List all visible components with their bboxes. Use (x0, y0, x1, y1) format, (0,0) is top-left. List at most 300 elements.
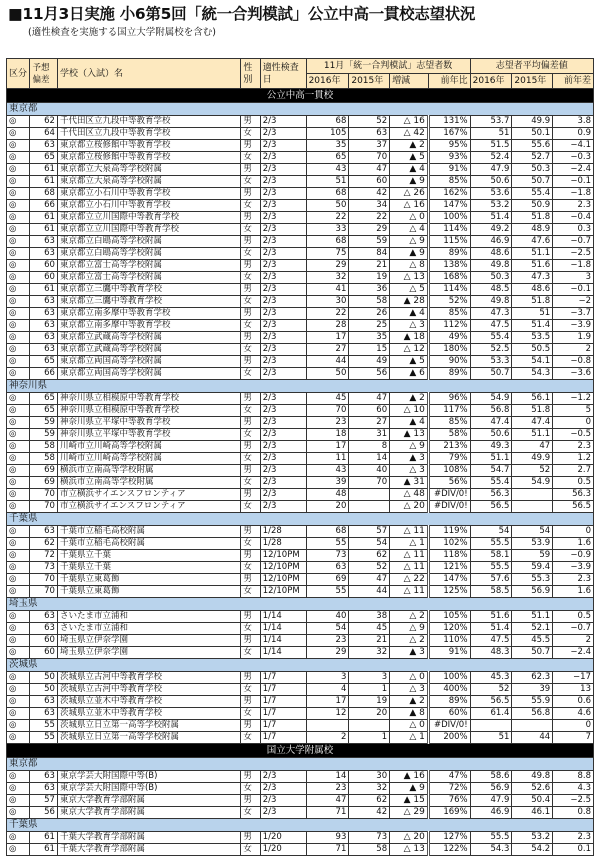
applicants-2015-cell: 27 (349, 417, 390, 429)
change-cell: ▲ 9 (390, 783, 429, 795)
yoso-cell: 63 (30, 344, 58, 356)
applicants-2015-cell: 26 (349, 308, 390, 320)
kubun-cell: ◎ (7, 732, 30, 744)
applicants-2016-cell: 44 (306, 356, 349, 368)
gender-cell: 男 (241, 116, 260, 128)
gender-cell: 男 (241, 550, 260, 562)
avg-diff-cell: −2.5 (553, 795, 594, 807)
gender-cell: 男 (241, 188, 260, 200)
school-name-cell: 東京大学教育学部附属 (57, 807, 240, 819)
avg-diff-cell: 0.3 (553, 224, 594, 236)
prefecture-name: 東京都 (7, 758, 594, 771)
avg-2016-cell: 48.5 (470, 284, 512, 296)
avg-diff-cell: 2.3 (553, 200, 594, 212)
school-name-cell: 東京都立南多摩中等教育学校 (57, 308, 240, 320)
ratio-cell: 91% (428, 647, 470, 659)
gender-cell: 女 (241, 807, 260, 819)
avg-2015-cell: 55.4 (512, 188, 553, 200)
avg-diff-cell: 3.8 (553, 116, 594, 128)
ratio-cell: 147% (428, 574, 470, 586)
prefecture-name: 千葉県 (7, 819, 594, 832)
applicants-2015-cell: 21 (349, 260, 390, 272)
school-name-cell: 東京都立南多摩中等教育学校 (57, 320, 240, 332)
ratio-cell: 96% (428, 393, 470, 405)
exam-date-cell: 2/3 (260, 152, 306, 164)
ratio-cell: 89% (428, 696, 470, 708)
avg-2016-cell: 58.5 (470, 586, 512, 598)
applicants-2015-cell: 20 (349, 708, 390, 720)
avg-2016-cell: 51.4 (470, 623, 512, 635)
table-row (7, 465, 594, 477)
avg-2015-cell: 50.4 (512, 795, 553, 807)
ratio-cell: 127% (428, 832, 470, 844)
table-row (7, 550, 594, 562)
table-row (7, 429, 594, 441)
avg-2016-cell: 55.4 (470, 332, 512, 344)
exam-date-cell: 2/3 (260, 164, 306, 176)
gender-cell: 女 (241, 200, 260, 212)
avg-diff-cell: −0.7 (553, 623, 594, 635)
avg-2015-cell: 51.8 (512, 212, 553, 224)
gender-cell: 女 (241, 453, 260, 465)
table-body (7, 89, 594, 856)
yoso-cell: 55 (30, 720, 58, 732)
applicants-2016-cell: 73 (306, 550, 349, 562)
avg-diff-cell: 0.5 (553, 477, 594, 489)
gender-cell: 男 (241, 356, 260, 368)
avg-2016-cell: 47.5 (470, 320, 512, 332)
exam-date-cell: 1/20 (260, 844, 306, 856)
table-row (7, 284, 594, 296)
change-cell: △ 29 (390, 807, 429, 819)
gender-cell: 男 (241, 611, 260, 623)
change-cell: △ 10 (390, 405, 429, 417)
yoso-cell: 68 (30, 188, 58, 200)
avg-2015-cell: 62.3 (512, 672, 553, 684)
avg-2016-cell: 50.7 (470, 368, 512, 380)
header-avg-2016: 2016年 (470, 74, 512, 89)
change-cell: △ 13 (390, 844, 429, 856)
section-header-row (7, 744, 594, 758)
exam-date-cell: 12/10PM (260, 562, 306, 574)
exam-date-cell: 1/7 (260, 696, 306, 708)
avg-2015-cell: 59.4 (512, 562, 553, 574)
avg-2015-cell: 54.3 (512, 368, 553, 380)
school-name-cell: 茨城県立古河中等教育学校 (57, 684, 240, 696)
yoso-cell: 63 (30, 623, 58, 635)
table-row (7, 320, 594, 332)
applicants-2016-cell: 20 (306, 501, 349, 513)
applicants-2016-cell: 18 (306, 429, 349, 441)
ratio-cell: 47% (428, 771, 470, 783)
applicants-2016-cell: 68 (306, 526, 349, 538)
avg-2016-cell: 55.5 (470, 832, 512, 844)
exam-date-cell: 2/3 (260, 284, 306, 296)
kubun-cell: ◎ (7, 344, 30, 356)
gender-cell: 男 (241, 696, 260, 708)
table-row (7, 236, 594, 248)
applicants-2015-cell: 21 (349, 635, 390, 647)
kubun-cell: ◎ (7, 188, 30, 200)
kubun-cell: ◎ (7, 783, 30, 795)
change-cell: △ 11 (390, 526, 429, 538)
gender-cell: 女 (241, 647, 260, 659)
kubun-cell: ◎ (7, 623, 30, 635)
change-cell: ▲ 2 (390, 696, 429, 708)
gender-cell: 女 (241, 272, 260, 284)
yoso-cell: 60 (30, 272, 58, 284)
exam-date-cell: 1/7 (260, 684, 306, 696)
ratio-cell: 118% (428, 550, 470, 562)
yoso-cell: 61 (30, 284, 58, 296)
gender-cell: 男 (241, 795, 260, 807)
gender-cell: 男 (241, 635, 260, 647)
header-avg-2015: 2015年 (512, 74, 553, 89)
avg-2015-cell: 47.4 (512, 417, 553, 429)
exam-date-cell: 2/3 (260, 224, 306, 236)
applicants-2016-cell: 71 (306, 844, 349, 856)
applicants-2015-cell: 56 (349, 368, 390, 380)
kubun-cell: ◎ (7, 720, 30, 732)
avg-2015-cell: 51.8 (512, 405, 553, 417)
ratio-cell: 85% (428, 176, 470, 188)
exam-date-cell: 2/3 (260, 489, 306, 501)
avg-2016-cell: 47.5 (470, 635, 512, 647)
change-cell: ▲ 9 (390, 248, 429, 260)
yoso-cell: 56 (30, 807, 58, 819)
applicants-2015-cell: 32 (349, 647, 390, 659)
applicants-2015-cell: 31 (349, 429, 390, 441)
applicants-2015-cell: 60 (349, 176, 390, 188)
school-name-cell: 千葉市立稲毛高校附属 (57, 538, 240, 550)
applicants-2015-cell: 38 (349, 611, 390, 623)
gender-cell: 男 (241, 574, 260, 586)
prefecture-row (7, 758, 594, 771)
change-cell: △ 13 (390, 272, 429, 284)
school-name-cell: 東京都立白鴎高等学校附属 (57, 236, 240, 248)
avg-diff-cell: 1.6 (553, 538, 594, 550)
yoso-cell: 70 (30, 501, 58, 513)
kubun-cell: ◎ (7, 152, 30, 164)
school-name-cell: 東京大学教育学部附属 (57, 795, 240, 807)
header-diff: 前年差 (553, 74, 594, 89)
ratio-cell: 100% (428, 672, 470, 684)
yoso-cell: 65 (30, 405, 58, 417)
ratio-cell: 90% (428, 356, 470, 368)
applicants-2015-cell: 37 (349, 140, 390, 152)
yoso-cell: 59 (30, 417, 58, 429)
ratio-cell: 200% (428, 732, 470, 744)
table-row (7, 844, 594, 856)
applicants-2016-cell: 68 (306, 188, 349, 200)
kubun-cell: ◎ (7, 807, 30, 819)
school-name-cell: 神奈川県立平塚中等教育学校 (57, 417, 240, 429)
avg-2015-cell: 52.1 (512, 623, 553, 635)
applicants-2015-cell: 25 (349, 320, 390, 332)
table-row (7, 684, 594, 696)
yoso-cell: 50 (30, 684, 58, 696)
ratio-cell: 120% (428, 623, 470, 635)
prefecture-name: 神奈川県 (7, 380, 594, 393)
change-cell: ▲ 8 (390, 708, 429, 720)
gender-cell: 女 (241, 562, 260, 574)
prefecture-name: 千葉県 (7, 513, 594, 526)
section-title: 国立大学附属校 (7, 744, 594, 758)
avg-diff-cell: −2 (553, 296, 594, 308)
exam-date-cell: 2/3 (260, 783, 306, 795)
applicants-2015-cell: 1 (349, 684, 390, 696)
kubun-cell: ◎ (7, 526, 30, 538)
applicants-2016-cell (306, 720, 349, 732)
avg-2015-cell: 54 (512, 526, 553, 538)
avg-diff-cell: 0.8 (553, 807, 594, 819)
gender-cell: 男 (241, 308, 260, 320)
school-name-cell: 横浜市立南高等学校附属 (57, 477, 240, 489)
school-name-cell: 茨城県立並木中等教育学校 (57, 708, 240, 720)
avg-2016-cell: 49.8 (470, 260, 512, 272)
header-kubun: 区分 (7, 59, 30, 89)
avg-2016-cell: 47.9 (470, 164, 512, 176)
exam-date-cell: 2/3 (260, 807, 306, 819)
avg-2016-cell: 61.4 (470, 708, 512, 720)
gender-cell: 男 (241, 672, 260, 684)
applicants-2016-cell: 28 (306, 320, 349, 332)
avg-2015-cell: 45.5 (512, 635, 553, 647)
yoso-cell: 70 (30, 574, 58, 586)
change-cell: △ 4 (390, 224, 429, 236)
gender-cell: 男 (241, 212, 260, 224)
applicants-2015-cell: 45 (349, 623, 390, 635)
avg-2015-cell: 52 (512, 465, 553, 477)
applicants-2015-cell: 15 (349, 344, 390, 356)
change-cell: △ 3 (390, 684, 429, 696)
applicants-2016-cell: 68 (306, 236, 349, 248)
applicants-2016-cell: 55 (306, 538, 349, 550)
applicants-2015-cell: 52 (349, 116, 390, 128)
table-row (7, 635, 594, 647)
applicants-2016-cell: 30 (306, 296, 349, 308)
exam-date-cell: 12/10PM (260, 574, 306, 586)
gender-cell: 男 (241, 260, 260, 272)
exam-date-cell: 2/3 (260, 356, 306, 368)
ratio-cell: 121% (428, 562, 470, 574)
avg-diff-cell: −1.2 (553, 393, 594, 405)
change-cell: △ 11 (390, 550, 429, 562)
change-cell: ▲ 16 (390, 771, 429, 783)
avg-2015-cell: 47.3 (512, 272, 553, 284)
applicants-2015-cell: 70 (349, 152, 390, 164)
exam-date-cell: 2/3 (260, 453, 306, 465)
table-row (7, 140, 594, 152)
change-cell: ▲ 13 (390, 429, 429, 441)
ratio-cell: 100% (428, 212, 470, 224)
avg-2016-cell: 51 (470, 128, 512, 140)
avg-2015-cell: 50.9 (512, 200, 553, 212)
applicants-2016-cell: 54 (306, 623, 349, 635)
avg-2015-cell: 53.9 (512, 538, 553, 550)
change-cell: △ 48 (390, 489, 429, 501)
prefecture-row (7, 103, 594, 116)
yoso-cell: 63 (30, 526, 58, 538)
yoso-cell: 57 (30, 795, 58, 807)
kubun-cell: ◎ (7, 672, 30, 684)
school-name-cell: 東京都立三鷹中等教育学校 (57, 296, 240, 308)
school-name-cell: 市立横浜サイエンスフロンティア (57, 489, 240, 501)
table-row (7, 128, 594, 140)
gender-cell: 男 (241, 284, 260, 296)
ratio-cell: 117% (428, 405, 470, 417)
avg-diff-cell: −1.8 (553, 188, 594, 200)
ratio-cell: 79% (428, 453, 470, 465)
school-name-cell: 東京都立両国高等学校附属 (57, 368, 240, 380)
school-name-cell: 東京都立小石川中等教育学校 (57, 188, 240, 200)
avg-2016-cell: 53.2 (470, 200, 512, 212)
school-name-cell: さいたま市立浦和 (57, 611, 240, 623)
change-cell: △ 0 (390, 212, 429, 224)
ratio-cell: 122% (428, 844, 470, 856)
kubun-cell: ◎ (7, 586, 30, 598)
exam-date-cell: 2/3 (260, 260, 306, 272)
avg-2016-cell: 53.7 (470, 116, 512, 128)
ratio-cell: 108% (428, 465, 470, 477)
kubun-cell: ◎ (7, 320, 30, 332)
applicants-2016-cell: 2 (306, 732, 349, 744)
avg-diff-cell: 0 (553, 417, 594, 429)
avg-diff-cell: 1.9 (553, 332, 594, 344)
avg-diff-cell: 0 (553, 526, 594, 538)
exam-date-cell: 2/3 (260, 344, 306, 356)
avg-2016-cell: 55.4 (470, 477, 512, 489)
table-row (7, 453, 594, 465)
applicants-2015-cell: 62 (349, 795, 390, 807)
ratio-cell: 169% (428, 807, 470, 819)
avg-diff-cell: 2.3 (553, 574, 594, 586)
ratio-cell: 91% (428, 164, 470, 176)
yoso-cell: 63 (30, 236, 58, 248)
applicants-2015-cell: 57 (349, 526, 390, 538)
applicants-2015-cell: 63 (349, 128, 390, 140)
change-cell: ▲ 9 (390, 176, 429, 188)
kubun-cell: ◎ (7, 429, 30, 441)
school-name-cell: さいたま市立浦和 (57, 623, 240, 635)
gender-cell: 女 (241, 477, 260, 489)
kubun-cell: ◎ (7, 200, 30, 212)
ratio-cell: 49% (428, 332, 470, 344)
applicants-2015-cell: 14 (349, 453, 390, 465)
applicants-2016-cell: 32 (306, 272, 349, 284)
applicants-2015-cell: 34 (349, 200, 390, 212)
exam-date-cell: 1/14 (260, 635, 306, 647)
applicants-2016-cell: 23 (306, 635, 349, 647)
gender-cell: 女 (241, 152, 260, 164)
yoso-cell: 70 (30, 489, 58, 501)
applicants-2016-cell: 43 (306, 465, 349, 477)
avg-2015-cell: 44 (512, 732, 553, 744)
kubun-cell: ◎ (7, 795, 30, 807)
avg-diff-cell: 0.1 (553, 844, 594, 856)
table-row (7, 417, 594, 429)
avg-2016-cell: 47.9 (470, 795, 512, 807)
avg-2016-cell (470, 720, 512, 732)
yoso-cell: 63 (30, 696, 58, 708)
avg-2015-cell: 54.9 (512, 477, 553, 489)
change-cell: △ 5 (390, 284, 429, 296)
prefecture-name: 埼玉県 (7, 598, 594, 611)
table-row (7, 260, 594, 272)
kubun-cell: ◎ (7, 441, 30, 453)
change-cell: ▲ 4 (390, 164, 429, 176)
kubun-cell: ◎ (7, 465, 30, 477)
avg-diff-cell: 8.8 (553, 771, 594, 783)
applicants-2016-cell: 69 (306, 574, 349, 586)
kubun-cell: ◎ (7, 332, 30, 344)
change-cell: ▲ 31 (390, 477, 429, 489)
avg-2015-cell: 46.1 (512, 807, 553, 819)
table-row (7, 562, 594, 574)
school-name-cell: 東京都立大泉高等学校附属 (57, 164, 240, 176)
avg-2016-cell: 51.5 (470, 140, 512, 152)
avg-diff-cell: −1.8 (553, 260, 594, 272)
avg-diff-cell: −3.9 (553, 320, 594, 332)
avg-2015-cell: 51 (512, 308, 553, 320)
avg-2015-cell: 51.1 (512, 429, 553, 441)
section-title: 公立中高一貫校 (7, 89, 594, 103)
school-name-cell: 茨城県立日立第一高等学校附属 (57, 732, 240, 744)
table-row (7, 164, 594, 176)
avg-diff-cell: 1.2 (553, 453, 594, 465)
avg-2016-cell: 54.7 (470, 465, 512, 477)
yoso-cell: 63 (30, 296, 58, 308)
applicants-2015-cell: 58 (349, 844, 390, 856)
kubun-cell: ◎ (7, 635, 30, 647)
applicants-2016-cell: 12 (306, 708, 349, 720)
gender-cell: 男 (241, 140, 260, 152)
gender-cell: 女 (241, 684, 260, 696)
yoso-cell: 61 (30, 832, 58, 844)
exam-date-cell: 1/28 (260, 526, 306, 538)
table-row (7, 248, 594, 260)
school-name-cell: 千葉大学教育学部附属 (57, 832, 240, 844)
avg-diff-cell: 0.9 (553, 128, 594, 140)
change-cell: ▲ 2 (390, 393, 429, 405)
yoso-cell: 50 (30, 672, 58, 684)
avg-diff-cell: 0.6 (553, 696, 594, 708)
page-title: ■11月3日実施 小6第5回「統一合判模試」公立中高一貫校志望状況 (8, 5, 476, 23)
school-name-cell: 神奈川県立相模原中等教育学校 (57, 393, 240, 405)
gender-cell: 女 (241, 501, 260, 513)
kubun-cell: ◎ (7, 405, 30, 417)
applicants-2015-cell: 42 (349, 807, 390, 819)
applicants-2015-cell: 8 (349, 441, 390, 453)
avg-2016-cell: 46.9 (470, 807, 512, 819)
ratio-cell: 125% (428, 586, 470, 598)
gender-cell: 女 (241, 320, 260, 332)
applicants-2016-cell: 22 (306, 308, 349, 320)
yoso-cell: 55 (30, 732, 58, 744)
applicants-2015-cell: 40 (349, 465, 390, 477)
change-cell: ▲ 5 (390, 152, 429, 164)
school-name-cell: 東京都立三鷹中等教育学校 (57, 284, 240, 296)
change-cell: △ 42 (390, 128, 429, 140)
gender-cell: 男 (241, 489, 260, 501)
gender-cell: 女 (241, 783, 260, 795)
exam-date-cell: 2/3 (260, 501, 306, 513)
gender-cell: 女 (241, 708, 260, 720)
exam-date-cell: 2/3 (260, 116, 306, 128)
table-row (7, 441, 594, 453)
avg-2016-cell: 53.6 (470, 188, 512, 200)
change-cell: △ 1 (390, 538, 429, 550)
